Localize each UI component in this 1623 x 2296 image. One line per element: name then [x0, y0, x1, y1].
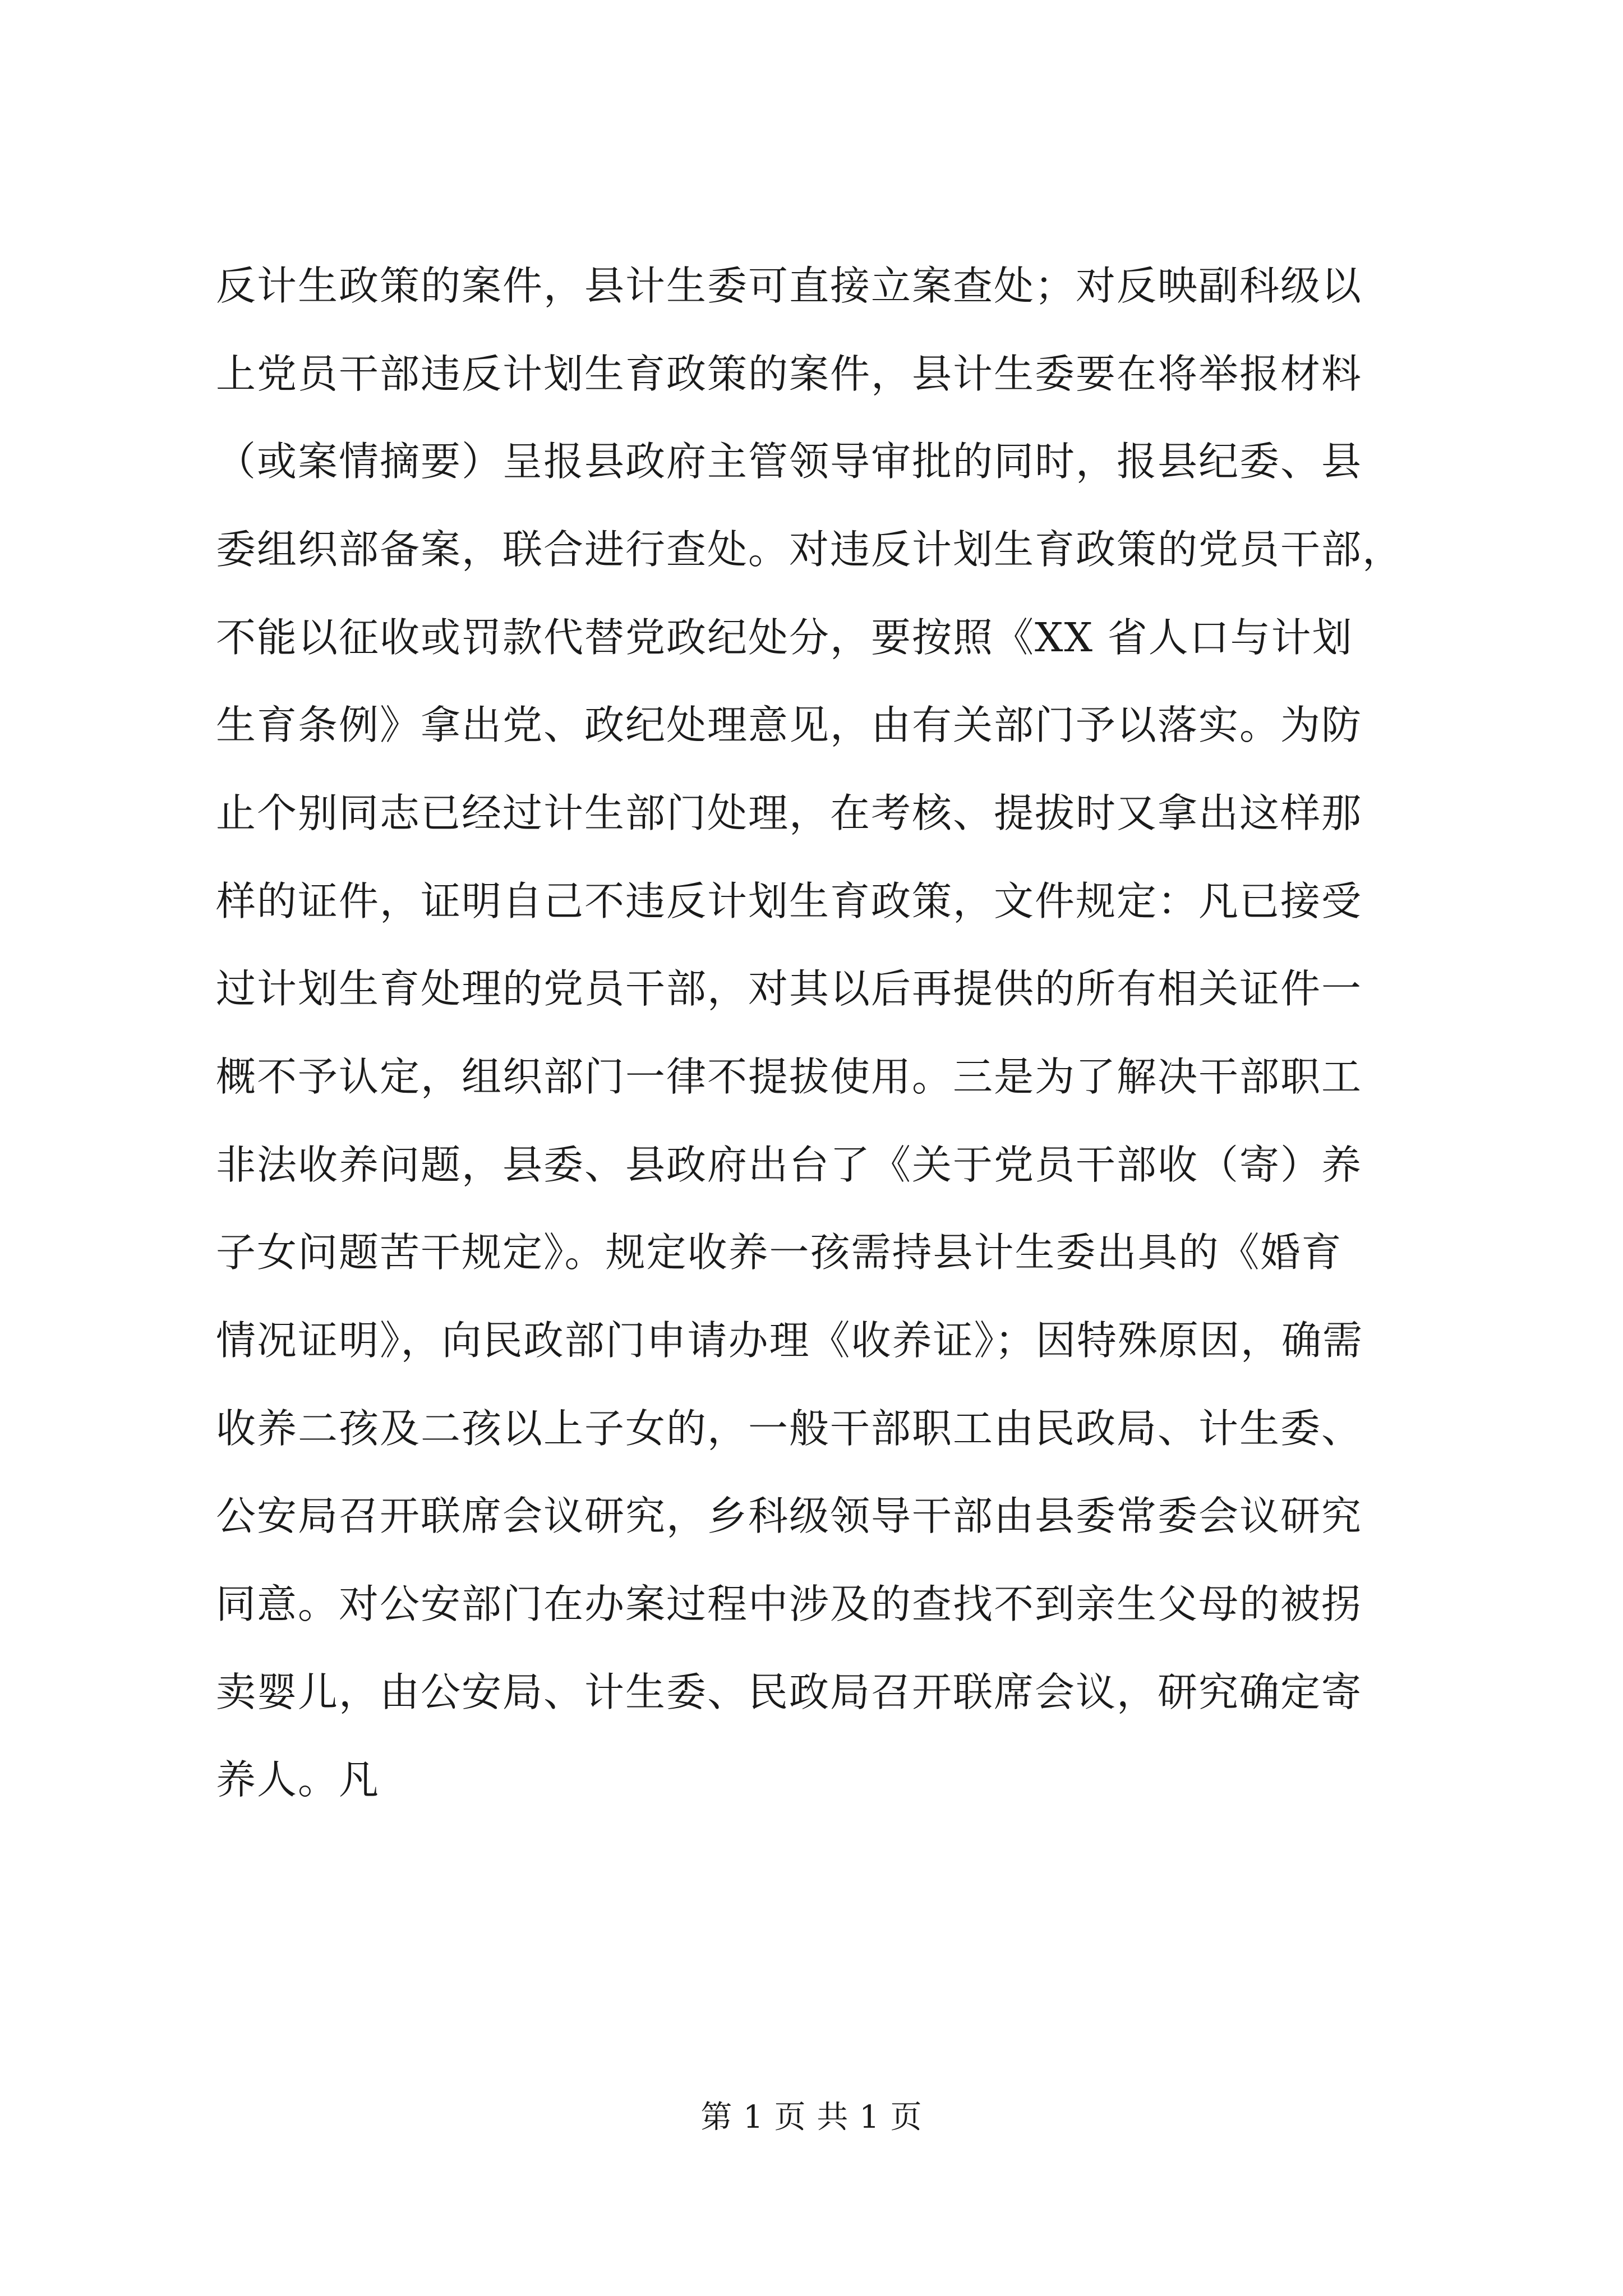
- text-line: 公安局召开联席会议研究，乡科级领导干部由县委常委会议研究: [216, 1493, 1363, 1539]
- text-line: 非法收养问题，县委、县政府出台了《关于党员干部收（寄）养: [216, 1142, 1363, 1188]
- text-line: 养人。凡: [216, 1756, 380, 1803]
- text-line: 反计生政策的案件，县计生委可直接立案查处；对反映副科级以: [216, 263, 1363, 309]
- text-line: （或案情摘要）呈报县政府主管领导审批的同时，报县纪委、县: [216, 438, 1363, 485]
- text-line: 概不予认定，组织部门一律不提拔使用。三是为了解决干部职工: [216, 1053, 1363, 1100]
- text-line: 过计划生育处理的党员干部，对其以后再提供的所有相关证件一: [216, 965, 1363, 1012]
- text-line: 同意。对公安部门在办案过程中涉及的查找不到亲生父母的被拐: [216, 1581, 1363, 1627]
- text-line: 收养二孩及二孩以上子女的，一般干部职工由民政局、计生委、: [216, 1405, 1363, 1452]
- text-line: 卖婴儿，由公安局、计生委、民政局召开联席会议，研究确定寄: [216, 1669, 1363, 1715]
- text-line: 委组织部备案，联合进行查处。对违反计划生育政策的党员干部，: [216, 526, 1404, 573]
- text-line: 情况证明》，向民政部门申请办理《收养证》；因特殊原因，确需: [216, 1317, 1364, 1364]
- text-line: 样的证件，证明自己不违反计划生育政策，文件规定：凡已接受: [216, 878, 1363, 924]
- text-line: 子女问题苦干规定》。规定收养一孩需持县计生委出具的《婚育: [216, 1229, 1343, 1276]
- page-number-footer: 第 1 页 共 1 页: [700, 2099, 923, 2136]
- text-line: 生育条例》拿出党、政纪处理意见，由有关部门予以落实。为防: [216, 702, 1363, 748]
- text-line: 不能以征收或罚款代替党政纪处分，要按照《XX 省人口与计划: [216, 614, 1353, 661]
- text-line: 上党员干部违反计划生育政策的案件，县计生委要在将举报材料: [216, 351, 1363, 397]
- text-line: 止个别同志已经过计生部门处理，在考核、提拔时又拿出这样那: [216, 790, 1363, 836]
